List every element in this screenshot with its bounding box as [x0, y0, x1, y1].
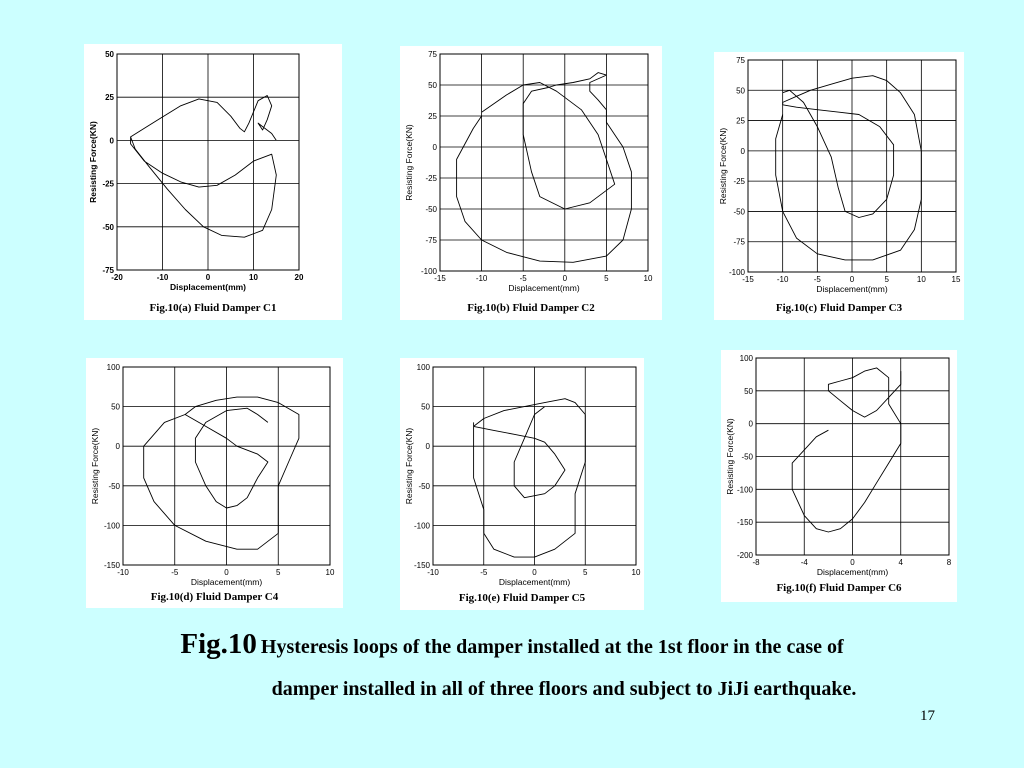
y-tick-label: -25 — [425, 174, 437, 183]
y-tick-label: 50 — [421, 402, 430, 412]
x-axis-label: Displacement(mm) — [498, 577, 571, 587]
y-axis-label: Resisting Force(KN) — [718, 127, 728, 205]
x-tick-label: 10 — [249, 273, 258, 282]
y-tick-label: 50 — [105, 50, 114, 59]
x-tick-label: 15 — [951, 275, 961, 284]
y-tick-label: -150 — [736, 518, 753, 528]
x-axis-label: Displacement(mm) — [816, 567, 889, 577]
page-number: 17 — [920, 708, 935, 724]
x-tick-label: -10 — [475, 274, 488, 283]
chart-svg-d — [86, 358, 343, 608]
y-tick-label: 100 — [416, 363, 430, 372]
chart-title-e: Fig.10(e) Fluid Damper C5 — [458, 592, 586, 604]
chart-svg-a — [84, 44, 342, 320]
hysteresis-loop — [776, 76, 922, 260]
x-tick-label: -10 — [776, 275, 789, 284]
y-tick-label: -100 — [728, 268, 745, 277]
x-tick-label: 0 — [850, 558, 855, 567]
x-tick-label: 5 — [583, 568, 588, 577]
x-axis-label: Displacement(mm) — [508, 283, 580, 293]
x-tick-label: 0 — [849, 275, 855, 284]
x-tick-label: -5 — [813, 275, 821, 284]
y-tick-label: -75 — [733, 237, 745, 247]
x-tick-label: -5 — [171, 568, 179, 577]
y-axis-label: Resisting Force(KN) — [90, 427, 100, 505]
y-tick-label: -75 — [102, 266, 114, 275]
y-tick-label: 25 — [105, 93, 114, 103]
y-tick-label: -50 — [741, 452, 753, 462]
hysteresis-loop — [792, 368, 901, 532]
x-tick-label: 10 — [325, 568, 335, 577]
figure-caption-line1 — [0, 628, 1024, 661]
chart-panel-b — [400, 46, 662, 320]
chart-panel-a — [84, 44, 342, 320]
y-tick-label: -100 — [420, 267, 437, 276]
chart-title-c: Fig.10(c) Fluid Damper C3 — [775, 302, 903, 314]
chart-svg-c — [714, 52, 964, 320]
x-tick-label: -8 — [752, 558, 760, 567]
caption-text-1: Hysteresis loops of the damper installed at the 1st floor in the case of — [260, 636, 844, 658]
x-tick-label: 0 — [562, 274, 568, 283]
x-tick-label: 10 — [643, 274, 653, 283]
y-tick-label: -100 — [103, 521, 120, 531]
y-tick-label: -150 — [103, 561, 120, 570]
y-tick-label: -200 — [736, 551, 753, 560]
x-tick-label: -15 — [742, 275, 754, 284]
x-tick-label: -5 — [480, 568, 488, 577]
chart-svg-f — [721, 350, 957, 602]
chart-title-a: Fig.10(a) Fluid Damper C1 — [149, 302, 277, 314]
x-tick-label: -10 — [117, 568, 129, 577]
y-tick-label: -50 — [425, 205, 437, 214]
chart-title-d: Fig.10(d) Fluid Damper C4 — [150, 591, 279, 603]
y-tick-label: -100 — [413, 521, 430, 531]
y-tick-label: 0 — [740, 146, 745, 156]
x-tick-label: -10 — [156, 273, 169, 282]
x-tick-label: 0 — [224, 568, 229, 577]
y-tick-label: -50 — [102, 222, 114, 232]
caption-text-2: damper installed in all of three floors and subject to JiJi earthquake. — [271, 678, 857, 700]
x-tick-label: 5 — [884, 275, 889, 284]
x-tick-label: -5 — [519, 274, 527, 283]
chart-panel-c — [714, 52, 964, 320]
y-tick-label: 75 — [428, 50, 437, 59]
x-tick-label: 0 — [532, 568, 537, 577]
y-tick-label: -25 — [733, 177, 745, 187]
y-tick-label: -50 — [108, 481, 120, 491]
y-tick-label: 0 — [115, 442, 120, 452]
y-axis-label: Resisting Force(KN) — [404, 124, 414, 201]
y-tick-label: 50 — [111, 402, 120, 412]
x-axis-label: Displacement(mm) — [816, 284, 888, 294]
x-tick-label: -20 — [111, 273, 123, 282]
chart-title-b: Fig.10(b) Fluid Damper C2 — [467, 302, 595, 314]
y-tick-label: 50 — [736, 86, 745, 96]
x-tick-label: 20 — [294, 273, 304, 282]
chart-svg-b — [400, 46, 662, 320]
x-tick-label: 0 — [205, 273, 211, 282]
y-tick-label: -50 — [733, 207, 745, 217]
x-tick-label: -15 — [434, 274, 446, 283]
y-tick-label: 25 — [736, 116, 745, 126]
y-tick-label: 25 — [428, 112, 437, 121]
y-axis-label: Resisting Force(KN) — [404, 427, 414, 505]
x-tick-label: -4 — [800, 558, 808, 567]
hysteresis-loop — [144, 397, 299, 549]
y-tick-label: 100 — [106, 363, 120, 372]
y-tick-label: 0 — [425, 442, 430, 452]
x-tick-label: 4 — [898, 558, 903, 567]
x-tick-label: -10 — [427, 568, 439, 577]
x-tick-label: 10 — [631, 568, 641, 577]
y-tick-label: -50 — [418, 481, 430, 491]
y-axis-label: Resisting Force(KN) — [88, 121, 98, 203]
chart-title-f: Fig.10(f) Fluid Damper C6 — [776, 582, 902, 594]
y-tick-label: -150 — [413, 561, 430, 570]
chart-panel-f — [721, 350, 957, 602]
y-tick-label: -100 — [736, 485, 753, 495]
y-tick-label: 50 — [744, 386, 753, 396]
y-tick-label: 0 — [748, 419, 753, 429]
y-axis-label: Resisting Force(KN) — [725, 418, 735, 495]
hysteresis-loop — [474, 399, 586, 557]
y-tick-label: 0 — [432, 143, 437, 152]
y-tick-label: 100 — [739, 354, 753, 363]
x-axis-label: Displacement(mm) — [169, 282, 247, 292]
y-tick-label: 0 — [109, 136, 114, 146]
chart-panel-e — [400, 358, 644, 610]
figure-caption-line2 — [0, 678, 1024, 701]
figure-label: Fig.10 — [180, 628, 257, 660]
x-tick-label: 8 — [946, 558, 952, 567]
y-tick-label: 75 — [736, 56, 745, 65]
x-tick-label: 5 — [604, 274, 609, 283]
chart-svg-e — [400, 358, 644, 610]
x-axis-label: Displacement(mm) — [190, 577, 263, 587]
y-tick-label: -75 — [425, 236, 437, 245]
x-tick-label: 10 — [916, 275, 926, 284]
hysteresis-loop — [131, 96, 277, 238]
plot-frame — [440, 54, 648, 271]
y-tick-label: 50 — [428, 81, 437, 90]
hysteresis-loop — [457, 73, 632, 263]
chart-panel-d — [86, 358, 343, 608]
y-tick-label: -25 — [102, 179, 114, 189]
x-tick-label: 5 — [276, 568, 281, 577]
